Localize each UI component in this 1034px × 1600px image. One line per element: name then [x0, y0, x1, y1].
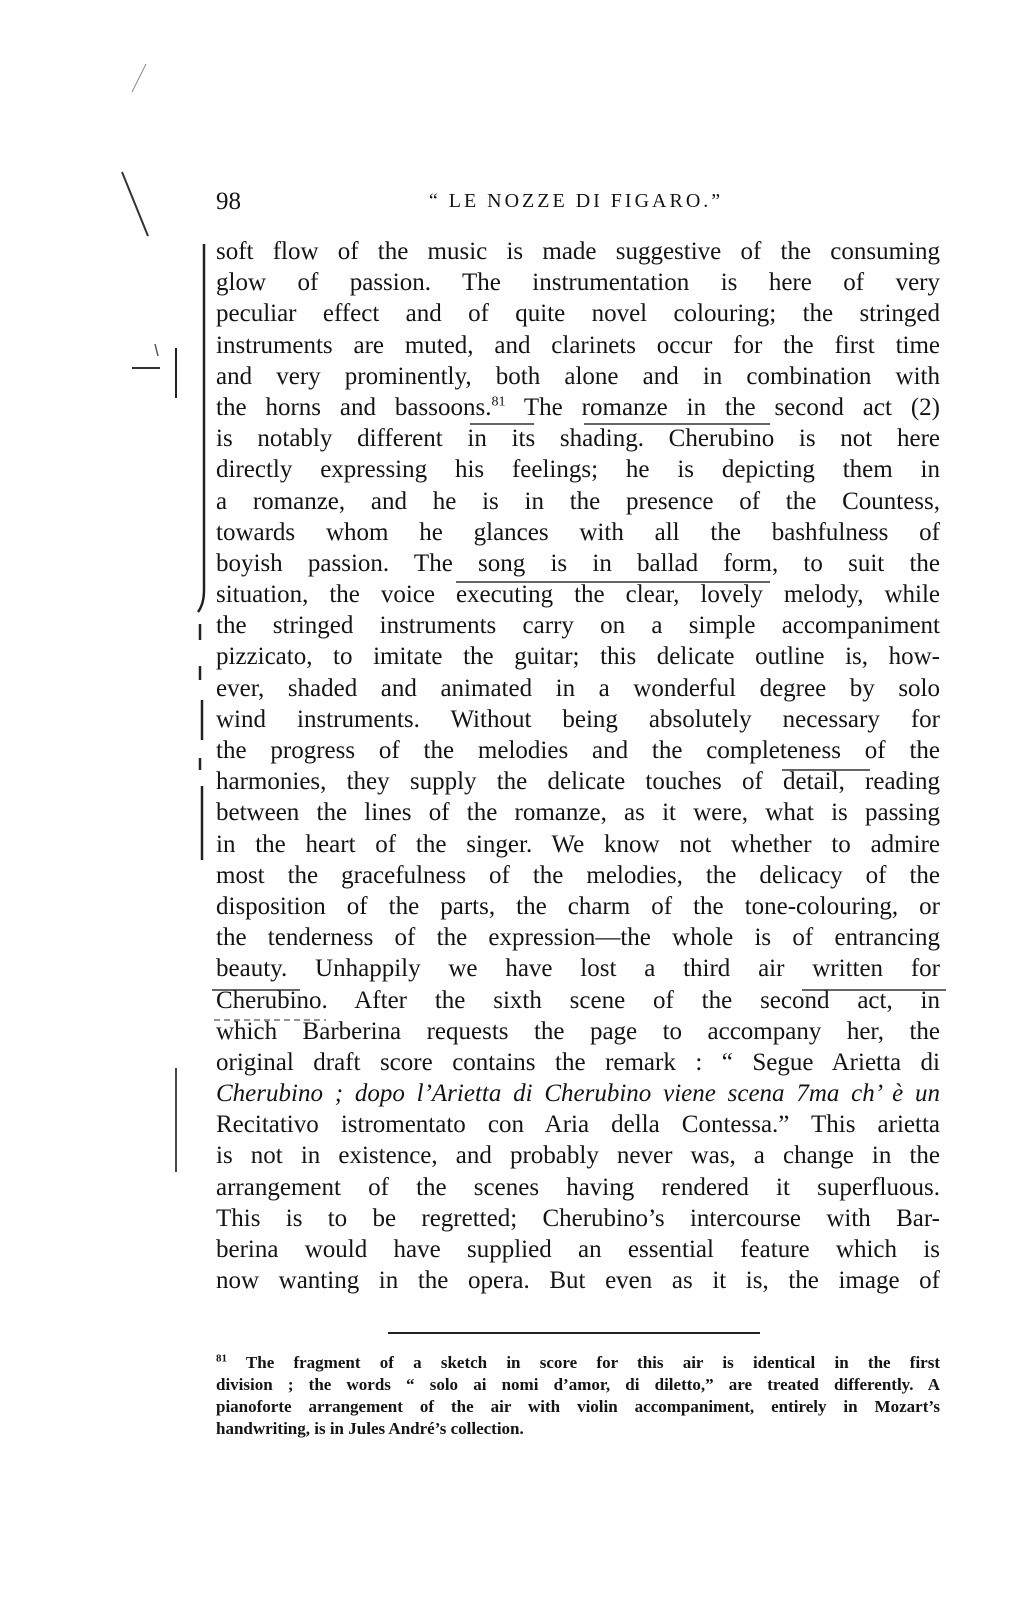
text-line: instruments are muted, and clarinets occur for the first time — [216, 331, 940, 359]
footnote-line: pianoforte arrangement of the air with violin accompaniment, entirely in Mozart’s — [216, 1397, 940, 1416]
footnote-text: The fragment of a sketch in score for this air is identical in the first — [227, 1353, 940, 1372]
text-line: is notably different in its shading. Cherubino is not here — [216, 425, 940, 453]
text-line: a romanze, and he is in the presence of the Countess, — [216, 487, 940, 515]
margin-bracket-mark — [200, 624, 202, 860]
text-line-italic: Cherubino ; dopo l’Arietta di Cherubino viene scena 7ma ch’ è un — [216, 1080, 940, 1108]
text-line: wind instruments. Without being absolutely necessary for — [216, 705, 940, 733]
text-line: arrangement of the scenes having rendered it superfluous. — [216, 1173, 940, 1201]
text-line: and very prominently, both alone and in combination with — [216, 362, 940, 390]
text-line: directly expressing his feelings; he is depicting them in — [216, 456, 940, 484]
text-line: harmonies, they supply the delicate touches of detail, reading — [216, 768, 940, 796]
footnote-number: 81 — [216, 1352, 227, 1365]
text-line: peculiar effect and of quite novel colouring; the stringed — [216, 300, 940, 328]
text-line: disposition of the parts, the charm of the tone-colouring, or — [216, 892, 940, 920]
margin-diagonal-mark — [122, 172, 148, 236]
text-line: pizzicato, to imitate the guitar; this delicate outline is, how- — [216, 643, 940, 671]
text-line: now wanting in the opera. But even as it is, the image of — [216, 1267, 940, 1295]
text-line: the tenderness of the expression—the whole is of entrancing — [216, 924, 940, 952]
text-line: berina would have supplied an essential feature which is — [216, 1236, 940, 1263]
text-line: the progress of the melodies and the completeness of the — [216, 737, 940, 764]
text-line: in the heart of the singer. We know not whether to admire — [216, 830, 940, 858]
text-segment: The romanze in the second act (2) — [505, 393, 940, 421]
text-line: beauty. Unhappily we have lost a third air written for — [216, 955, 940, 983]
text-segment: the horns and bassoons. — [216, 393, 492, 421]
running-title: “ LE NOZZE DI FIGARO.” — [428, 190, 724, 212]
page-number: 98 — [216, 188, 241, 215]
text-line: most the gracefulness of the melodies, the delicacy of the — [216, 861, 940, 889]
text-line: which Barberina requests the page to accompany her, the — [216, 1017, 940, 1045]
text-line: original draft score contains the remark : “ Segue Arietta di — [216, 1048, 940, 1076]
text-line: soft flow of the music is made suggestive of the consuming — [216, 238, 940, 265]
text-line: ever, shaded and animated in a wonderful degree by solo — [216, 674, 940, 702]
text-line: This is to be regretted; Cherubino’s intercourse with Bar- — [216, 1204, 940, 1232]
text-line: situation, the voice executing the clear, lovely melody, while — [216, 581, 940, 609]
text-line: between the lines of the romanze, as it were, what is passing — [216, 799, 940, 827]
text-line: boyish passion. The song is in ballad form, to suit the — [216, 549, 940, 577]
footnote-reference[interactable]: 81 — [491, 394, 506, 410]
margin-tick-mark — [155, 344, 158, 356]
text-line: is not in existence, and probably never was, a change in the — [216, 1142, 940, 1170]
margin-bracket-mark — [198, 244, 204, 612]
text-line: Recitativo istromentato con Aria della Contessa.” This arietta — [216, 1111, 940, 1139]
text-line: towards whom he glances with all the bashfulness of — [216, 518, 940, 546]
pencil-slash-mark — [132, 64, 146, 92]
footnote-line: division ; the words “ solo ai nomi d’amor, di diletto,” are treated differently. A — [216, 1375, 940, 1394]
text-line: glow of passion. The instrumentation is here of very — [216, 269, 940, 297]
text-line: the stringed instruments carry on a simple accompaniment — [216, 612, 940, 640]
text-line: Cherubino. After the sixth scene of the second act, in — [216, 986, 940, 1014]
footnote-line: handwriting, is in Jules André’s collection. — [216, 1419, 524, 1438]
